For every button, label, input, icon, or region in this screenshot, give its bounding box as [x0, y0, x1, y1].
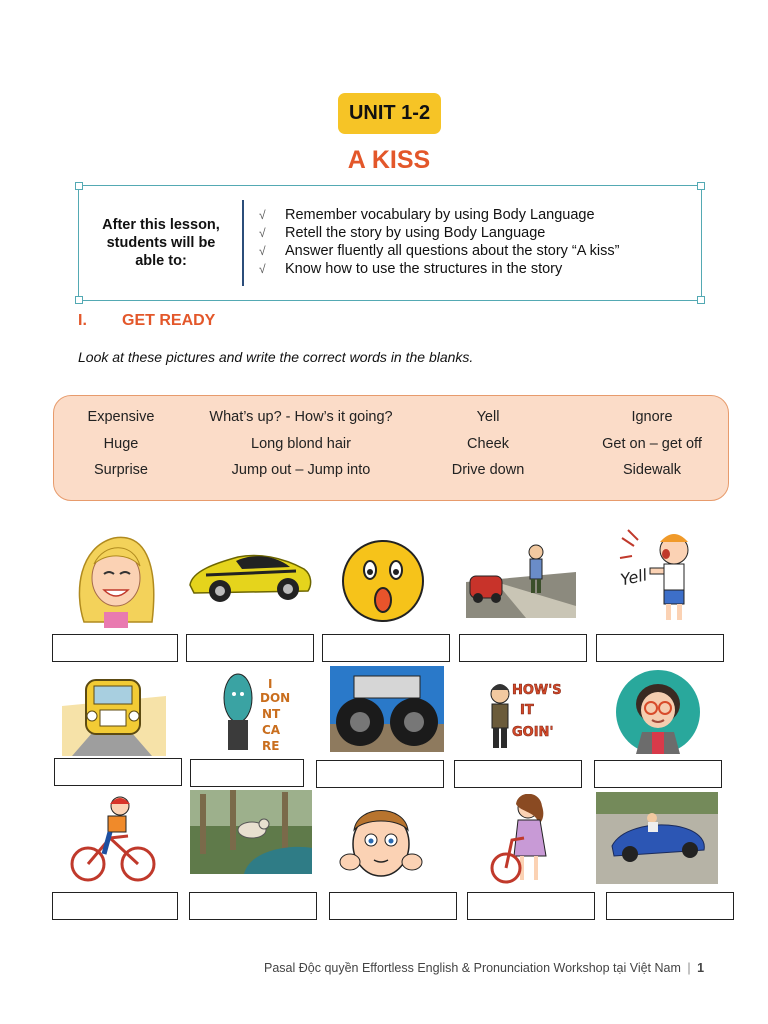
hows-it-goin-icon: [486, 674, 564, 754]
check-icon: √: [259, 226, 266, 240]
objective-item: [259, 242, 689, 260]
word-bank-item: Huge: [103, 436, 139, 452]
yell-text: Yell: [618, 565, 649, 590]
word-bank-item: Surprise: [94, 462, 148, 478]
answer-blank[interactable]: [322, 634, 450, 662]
girl-with-bike-icon: [488, 794, 556, 888]
word-bank-item: Get on – get off: [602, 436, 702, 452]
unit-label: UNIT 1-2: [348, 102, 431, 124]
answer-blank[interactable]: [596, 634, 724, 662]
blonde-woman-icon: [74, 532, 158, 628]
word-bank-item: Long blond hair: [251, 436, 351, 452]
unit-badge: [338, 93, 441, 134]
answer-blank[interactable]: [52, 892, 178, 920]
objectives-intro-text: After this lesson, students will be able to:: [102, 217, 220, 269]
check-icon: √: [259, 262, 266, 276]
yelling-boy-icon: [618, 526, 700, 624]
objective-item: [259, 224, 689, 242]
lesson-title: A KISS: [347, 146, 431, 174]
dont-care-text: RE: [262, 739, 280, 753]
section-number: I.: [78, 312, 87, 329]
objective-text: Answer fluently all questions about the story “A kiss”: [285, 243, 620, 259]
section-title: GET READY: [122, 312, 216, 329]
dog-jumping-car-icon: [190, 790, 312, 874]
objectives-box: [78, 185, 702, 301]
glasses-woman-icon: [614, 668, 702, 756]
monster-truck-icon: [330, 666, 444, 752]
dont-care-text: CA: [262, 723, 281, 737]
check-icon: √: [259, 208, 266, 222]
word-bank-item: Drive down: [451, 462, 525, 478]
page-footer: [264, 961, 704, 975]
answer-blank[interactable]: [329, 892, 457, 920]
answer-blank[interactable]: [467, 892, 595, 920]
objective-item: [259, 260, 689, 278]
answer-blank[interactable]: [190, 759, 304, 787]
objective-text: Retell the story by using Body Language: [285, 225, 546, 241]
hows-it-text: GOIN': [512, 725, 554, 740]
answer-blank[interactable]: [186, 634, 314, 662]
answer-blank[interactable]: [459, 634, 587, 662]
corner-ornament: [697, 296, 705, 304]
yellow-sports-car-icon: [186, 545, 314, 607]
dont-care-text: NT: [262, 707, 281, 721]
page-number: 1: [697, 961, 705, 975]
answer-blank[interactable]: [52, 634, 178, 662]
hows-it-text: HOW'S: [512, 683, 562, 698]
objective-item: [259, 206, 689, 224]
objective-text: Remember vocabulary by using Body Language: [285, 207, 595, 223]
old-yellow-car-icon: [62, 670, 166, 756]
answer-blank[interactable]: [316, 760, 444, 788]
check-icon: √: [259, 244, 266, 258]
footer-separator: |: [687, 961, 691, 975]
word-bank-item: Yell: [476, 409, 500, 425]
answer-blank[interactable]: [189, 892, 317, 920]
word-bank-item: Expensive: [87, 409, 155, 425]
cheek-boy-icon: [338, 800, 424, 884]
word-bank-item: Ignore: [631, 409, 673, 425]
dont-care-text: DON: [260, 691, 291, 705]
answer-blank[interactable]: [454, 760, 582, 788]
sidewalk-scene-icon: [466, 542, 576, 618]
objectives-list: [259, 206, 689, 278]
word-bank-item: Jump out – Jump into: [231, 462, 371, 478]
answer-blank[interactable]: [594, 760, 722, 788]
objectives-intro: [79, 186, 243, 300]
objectives-divider: [242, 200, 244, 286]
boy-on-bike-icon: [70, 794, 158, 884]
hows-it-text: IT: [520, 703, 534, 718]
word-bank-item: What’s up? - How’s it going?: [209, 409, 393, 425]
objective-text: Know how to use the structures in the story: [285, 261, 563, 277]
answer-blank[interactable]: [54, 758, 182, 786]
instructions: Look at these pictures and write the correct words in the blanks.: [78, 349, 474, 365]
footer-text: Pasal Độc quyền Effortless English & Pronunciation Workshop tại Việt Nam: [264, 961, 681, 975]
word-bank-item: Cheek: [467, 436, 509, 452]
word-bank: [53, 395, 729, 501]
answer-blank[interactable]: [606, 892, 734, 920]
convertible-car-icon: [596, 792, 718, 884]
dont-care-text: I: [268, 677, 273, 691]
word-bank-item: Sidewalk: [622, 462, 682, 478]
surprised-face-icon: [340, 538, 426, 624]
i-dont-care-icon: [220, 670, 292, 756]
corner-ornament: [697, 182, 705, 190]
